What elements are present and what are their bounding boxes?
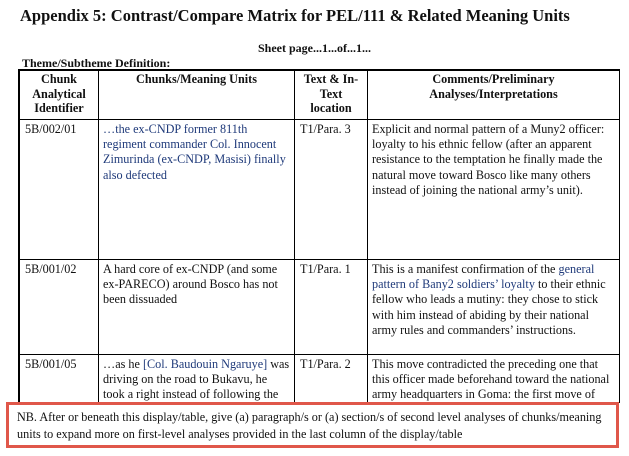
table-header-row (20, 71, 620, 120)
chunk-text-cell (99, 120, 295, 260)
location-cell: T1/Para. 2 (295, 355, 368, 404)
comment-cell (368, 260, 620, 355)
header-comments-analyses: Comments/Preliminary Analyses/Interpretations (368, 71, 620, 120)
note-text: NB. After or beneath this display/table, give (a) paragraph/s or (a) section/s of second level analyses of chunks/meaning units to expand more on first-level analyses provided in the last column of the display/table (17, 410, 602, 441)
theme-definition-label: Theme/Subtheme Definition: (22, 56, 171, 70)
chunk-identifier-cell: 5B/002/01 (20, 120, 99, 260)
chunk-text-start: …as he (103, 357, 143, 371)
chunk-text-cell: A hard core of ex-CNDP (and some ex-PARECO) around Bosco has not been dissuaded (99, 260, 295, 355)
comment-highlight-text: general pattern of Bany2 soldiers’ loyalty (372, 262, 595, 292)
highlighted-note-box (6, 402, 619, 448)
page-title: Appendix 5: Contrast/Compare Matrix for PEL/111 & Related Meaning Units (20, 6, 570, 25)
contrast-compare-matrix (19, 70, 620, 403)
table-row (20, 260, 620, 355)
location-cell: T1/Para. 3 (295, 120, 368, 260)
header-chunk-identifier: Chunk Analytical Identifier (20, 71, 99, 120)
chunk-identifier-cell: 5B/001/02 (20, 260, 99, 355)
matrix-table-container (18, 69, 620, 403)
header-text-location: Text & In-Text location (295, 71, 368, 120)
sheet-page-indicator: Sheet page...1...of...1... (258, 41, 371, 55)
location-cell: T1/Para. 1 (295, 260, 368, 355)
chunk-text-cell (99, 355, 295, 404)
comment-cell: This move contradicted the preceding one that this officer made beforehand toward the national army headquarters in Goma: the first move of (368, 355, 620, 404)
comment-text-start: This is a manifest confirmation of the (372, 262, 559, 276)
table-row (20, 120, 620, 260)
chunk-highlight-text: [Col. Baudouin Ngaruye] (142, 357, 268, 371)
comment-text-end: to their ethnic fellow who leads a mutiny: they chose to stick with him instead of abiding by their national army rules and commanders’ instructions. (372, 277, 606, 337)
chunk-text-end: was driving on the road to Bukavu, he took a right instead of following the (103, 357, 290, 402)
chunk-identifier-cell: 5B/001/05 (20, 355, 99, 404)
comment-cell: Explicit and normal pattern of a Muny2 officer: loyalty to his ethnic fellow (after an apparent resistance to the temptation he finally made the natural move toward Bosco like many others instead of joining the national army’s unit). (368, 120, 620, 260)
chunk-text: …the ex-CNDP former 811th regiment commander Col. Innocent Zimurinda (ex-CNDP, Masisi) finally also defected (103, 122, 286, 182)
table-row (20, 355, 620, 404)
header-chunks-meaning-units: Chunks/Meaning Units (99, 71, 295, 120)
